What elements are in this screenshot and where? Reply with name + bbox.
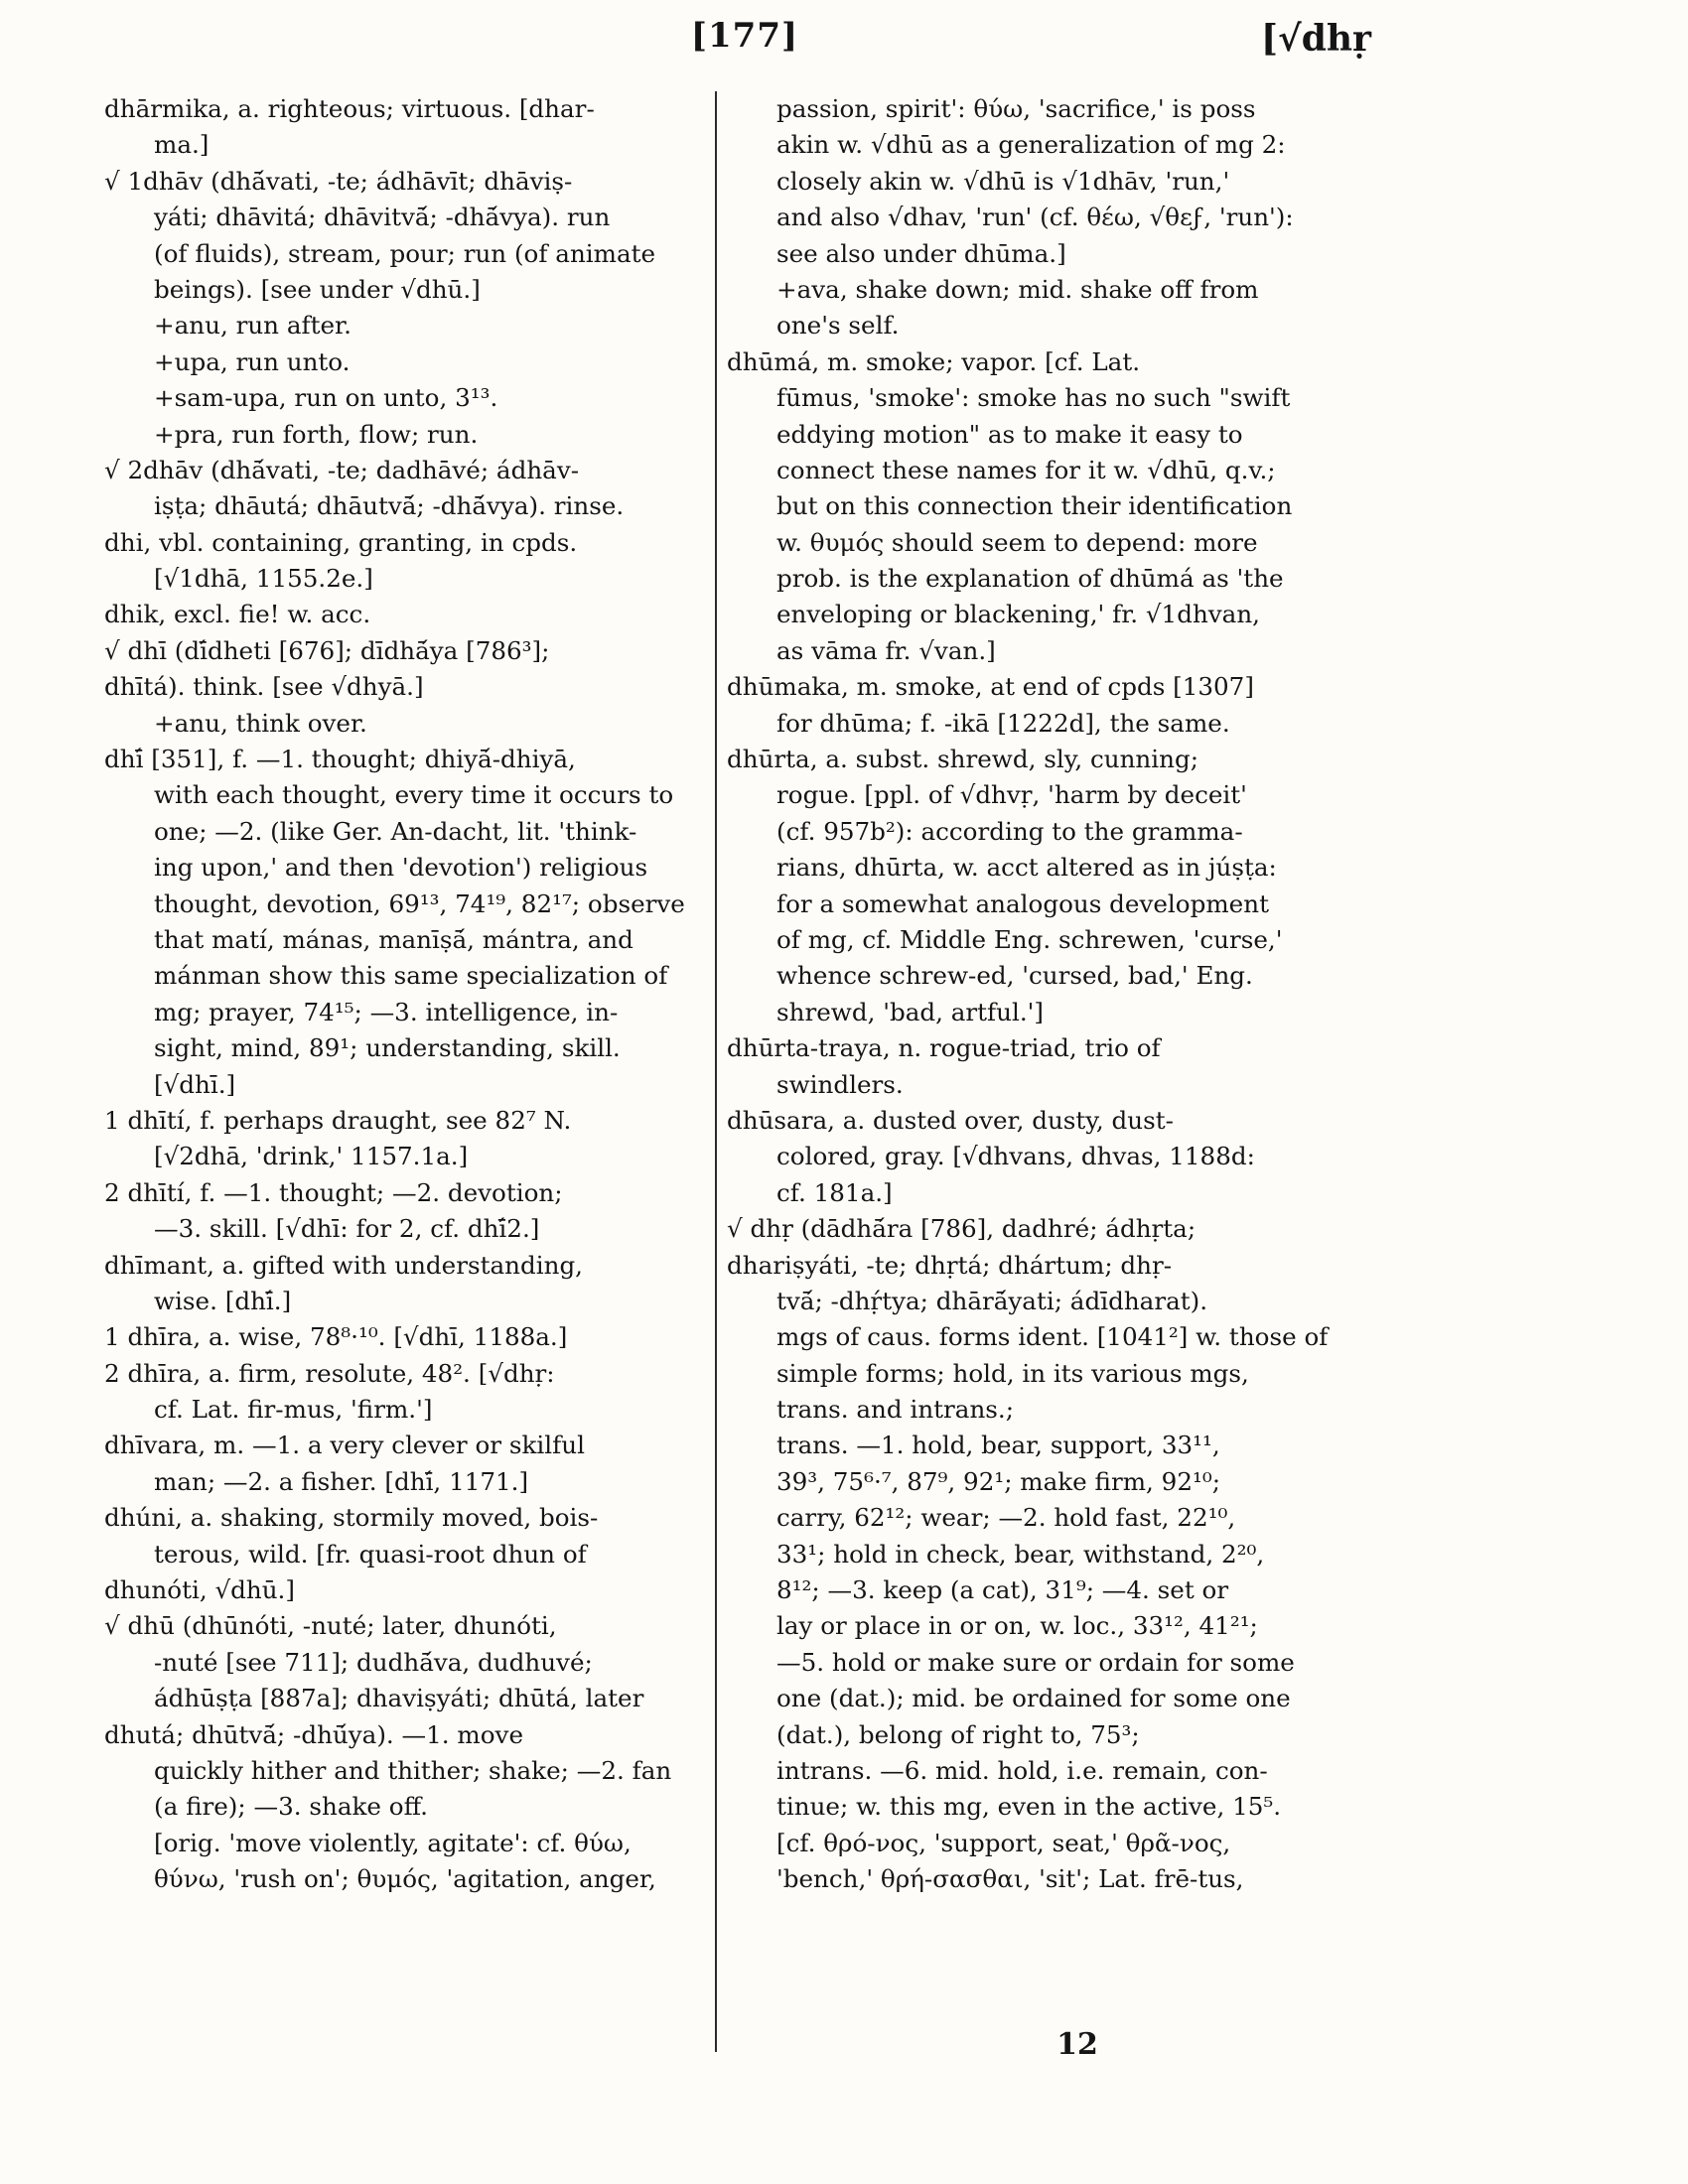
dictionary-line: closely akin w. √dhū is √1dhāv, 'run,' xyxy=(776,166,1230,196)
dictionary-line: of mg, cf. Middle Eng. schrewen, 'curse,' xyxy=(776,924,1283,954)
column-divider xyxy=(715,91,717,2052)
dictionary-line: akin w. √dhū as a generalization of mg 2: xyxy=(776,130,1286,160)
right-column xyxy=(727,91,1358,1898)
dictionary-line: colored, gray. [√dhvans, dhvas, 1188d: xyxy=(776,1142,1255,1171)
dictionary-line: +ava, shake down; mid. shake off from xyxy=(776,274,1259,304)
dictionary-line: +pra, run forth, flow; run. xyxy=(154,419,479,449)
dictionary-line: w. θυμός should seem to depend: more xyxy=(776,527,1258,557)
dictionary-line: mánman show this same specialization of xyxy=(154,961,668,991)
dictionary-line: dhūrta, a. subst. shrewd, sly, cunning; xyxy=(727,745,1198,774)
dictionary-line: (of fluids), stream, pour; run (of animate xyxy=(154,238,656,268)
dictionary-line: sight, mind, 89¹; understanding, skill. xyxy=(154,1033,621,1063)
dictionary-line: √ 2dhāv (dhā́vati, -te; dadhāvé; ádhāv- xyxy=(104,455,580,484)
dictionary-line: +anu, run after. xyxy=(154,311,352,341)
dictionary-line: ing upon,' and then 'devotion') religious xyxy=(154,853,648,883)
dictionary-line: tvā́; -dhṛ́tya; dhārā́yati; ádīdharat). xyxy=(776,1286,1208,1315)
dictionary-line: mg; prayer, 74¹⁵; —3. intelligence, in- xyxy=(154,997,619,1026)
dictionary-line: beings). [see under √dhū.] xyxy=(154,274,481,304)
dictionary-line: 39³, 75⁶·⁷, 87⁹, 92¹; make firm, 92¹⁰; xyxy=(776,1466,1220,1496)
dictionary-line: dhunóti, √dhū.] xyxy=(104,1575,295,1605)
dictionary-line: simple forms; hold, in its various mgs, xyxy=(776,1358,1249,1388)
dictionary-line: cf. Lat. fir-mus, 'firm.'] xyxy=(154,1395,433,1425)
dictionary-line: 33¹; hold in check, bear, withstand, 2²⁰, xyxy=(776,1539,1265,1569)
dictionary-line: lay or place in or on, w. loc., 33¹², 41²¹; xyxy=(776,1611,1258,1641)
dictionary-line: wise. [dhī́.] xyxy=(154,1286,292,1315)
dictionary-line: thought, devotion, 69¹³, 74¹⁹, 82¹⁷; observe xyxy=(154,888,685,918)
dictionary-line: —5. hold or make sure or ordain for some xyxy=(776,1647,1295,1677)
dictionary-line: with each thought, every time it occurs to xyxy=(154,780,674,810)
dictionary-line: iṣṭa; dhāutá; dhāutvā́; -dhā́vya). rinse. xyxy=(154,491,625,521)
dictionary-line: passion, spirit': θύω, 'sacrifice,' is poss xyxy=(776,94,1256,123)
dictionary-line: tinue; w. this mg, even in the active, 15⁵. xyxy=(776,1792,1282,1822)
page-number: [177] xyxy=(690,16,799,56)
dictionary-line: —3. skill. [√dhī: for 2, cf. dhī́2.] xyxy=(154,1214,540,1244)
left-column xyxy=(104,91,710,1898)
dictionary-line: prob. is the explanation of dhūmá as 'the xyxy=(776,564,1284,594)
dictionary-line: one; —2. (like Ger. An-dacht, lit. 'think- xyxy=(154,816,637,846)
dictionary-line: -nuté [see 711]; dudhā́va, dudhuvé; xyxy=(154,1647,593,1677)
dictionary-line: connect these names for it w. √dhū, q.v.; xyxy=(776,455,1276,484)
dictionary-line: √ dhṛ (dādhā́ra [786], dadhré; ádhṛta; xyxy=(727,1214,1196,1244)
dictionary-line: dhūmaka, m. smoke, at end of cpds [1307] xyxy=(727,672,1254,702)
dictionary-line: dhutá; dhūtvā́; -dhū́ya). —1. move xyxy=(104,1719,524,1749)
dictionary-line: [cf. θρό-νος, 'support, seat,' θρᾶ-νος, xyxy=(776,1828,1231,1857)
dictionary-line: shrewd, 'bad, artful.'] xyxy=(776,997,1045,1026)
dictionary-line: swindlers. xyxy=(776,1069,904,1099)
dictionary-line: and also √dhav, 'run' (cf. θέω, √θεϝ, 'run'): xyxy=(776,203,1294,232)
dictionary-line: 2 dhīra, a. firm, resolute, 48². [√dhṛ: xyxy=(104,1358,555,1388)
dictionary-line: one (dat.); mid. be ordained for some one xyxy=(776,1684,1291,1713)
dictionary-line: dhariṣyáti, -te; dhṛtá; dhártum; dhṛ- xyxy=(727,1250,1173,1280)
dictionary-line: +sam-upa, run on unto, 3¹³. xyxy=(154,383,498,413)
dictionary-line: for dhūma; f. -ikā [1222d], the same. xyxy=(776,708,1230,738)
dictionary-line: (a fire); —3. shake off. xyxy=(154,1792,428,1822)
dictionary-line: dhūsara, a. dusted over, dusty, dust- xyxy=(727,1105,1174,1135)
dictionary-line: eddying motion" as to make it easy to xyxy=(776,419,1243,449)
dictionary-line: 8¹²; —3. keep (a cat), 31⁹; —4. set or xyxy=(776,1575,1229,1605)
dictionary-line: one's self. xyxy=(776,311,900,341)
dictionary-line: 'bench,' θρή-σασθαι, 'sit'; Lat. frē-tus, xyxy=(776,1864,1244,1894)
dictionary-line: whence schrew-ed, 'cursed, bad,' Eng. xyxy=(776,961,1253,991)
dictionary-line: dhītá). think. [see √dhyā.] xyxy=(104,672,424,702)
dictionary-line: 2 dhītí, f. —1. thought; —2. devotion; xyxy=(104,1177,563,1207)
dictionary-line: √ dhū (dhūnóti, -nuté; later, dhunóti, xyxy=(104,1611,557,1641)
dictionary-line: dhārmika, a. righteous; virtuous. [dhar- xyxy=(104,94,595,123)
dictionary-line: [√2dhā, 'drink,' 1157.1a.] xyxy=(154,1142,469,1171)
dictionary-line: √ 1dhāv (dhā́vati, -te; ádhāvīt; dhāviṣ- xyxy=(104,166,573,196)
dictionary-line: ma.] xyxy=(154,130,210,160)
dictionary-line: [orig. 'move violently, agitate': cf. θύω, xyxy=(154,1828,632,1857)
dictionary-line: dhúni, a. shaking, stormily moved, bois- xyxy=(104,1503,599,1533)
signature-mark: 12 xyxy=(1056,2027,1098,2062)
dictionary-line: terous, wild. [fr. quasi-root dhun of xyxy=(154,1539,587,1569)
dictionary-line: enveloping or blackening,' fr. √1dhvan, xyxy=(776,600,1260,629)
dictionary-line: +upa, run unto. xyxy=(154,346,351,376)
dictionary-line: carry, 62¹²; wear; —2. hold fast, 22¹⁰, xyxy=(776,1503,1236,1533)
dictionary-line: [√1dhā, 1155.2e.] xyxy=(154,564,373,594)
dictionary-line: [√dhī.] xyxy=(154,1069,236,1099)
dictionary-line: √ dhī (dī́dheti [676]; dīdhā́ya [786³]; xyxy=(104,635,550,665)
dictionary-line: rians, dhūrta, w. acct altered as in júṣṭa: xyxy=(776,853,1277,883)
dictionary-line: cf. 181a.] xyxy=(776,1177,893,1207)
dictionary-line: intrans. —6. mid. hold, i.e. remain, con- xyxy=(776,1755,1268,1785)
dictionary-line: θύνω, 'rush on'; θυμός, 'agitation, anger, xyxy=(154,1864,656,1894)
dictionary-line: dhi, vbl. containing, granting, in cpds. xyxy=(104,527,578,557)
dictionary-line: yáti; dhāvitá; dhāvitvā́; -dhā́vya). run xyxy=(154,203,611,232)
dictionary-line: dhūrta-traya, n. rogue-triad, trio of xyxy=(727,1033,1161,1063)
running-head: [√dhṛ xyxy=(1261,18,1372,60)
dictionary-line: but on this connection their identification xyxy=(776,491,1293,521)
dictionary-line: 1 dhīra, a. wise, 78⁸·¹⁰. [√dhī, 1188a.] xyxy=(104,1322,568,1352)
dictionary-line: see also under dhūma.] xyxy=(776,238,1066,268)
dictionary-line: quickly hither and thither; shake; —2. fan xyxy=(154,1755,672,1785)
dictionary-line: for a somewhat analogous development xyxy=(776,888,1269,918)
dictionary-line: dhik, excl. fie! w. acc. xyxy=(104,600,371,629)
dictionary-line: rogue. [ppl. of √dhvṛ, 'harm by deceit' xyxy=(776,780,1247,810)
dictionary-line: trans. and intrans.; xyxy=(776,1395,1015,1425)
dictionary-line: that matí, mánas, manīṣā́, mántra, and xyxy=(154,924,633,954)
dictionary-line: 1 dhītí, f. perhaps draught, see 82⁷ N. xyxy=(104,1105,572,1135)
dictionary-line: ádhūṣṭa [887a]; dhaviṣyáti; dhūtá, later xyxy=(154,1684,644,1713)
dictionary-line: (dat.), belong of right to, 75³; xyxy=(776,1719,1140,1749)
dictionary-line: mgs of caus. forms ident. [1041²] w. those of xyxy=(776,1322,1329,1352)
dictionary-line: dhī́ [351], f. —1. thought; dhiyā́-dhiyā, xyxy=(104,745,576,774)
dictionary-line: man; —2. a fisher. [dhī́, 1171.] xyxy=(154,1466,529,1496)
dictionary-line: dhīmant, a. gifted with understanding, xyxy=(104,1250,584,1280)
dictionary-line: (cf. 957b²): according to the gramma- xyxy=(776,816,1243,846)
dictionary-line: +anu, think over. xyxy=(154,708,367,738)
dictionary-line: dhūmá, m. smoke; vapor. [cf. Lat. xyxy=(727,346,1141,376)
dictionary-line: dhīvara, m. —1. a very clever or skilful xyxy=(104,1431,585,1460)
dictionary-line: fūmus, 'smoke': smoke has no such "swift xyxy=(776,383,1291,413)
dictionary-line: as vāma fr. √van.] xyxy=(776,635,996,665)
dictionary-line: trans. —1. hold, bear, support, 33¹¹, xyxy=(776,1431,1220,1460)
